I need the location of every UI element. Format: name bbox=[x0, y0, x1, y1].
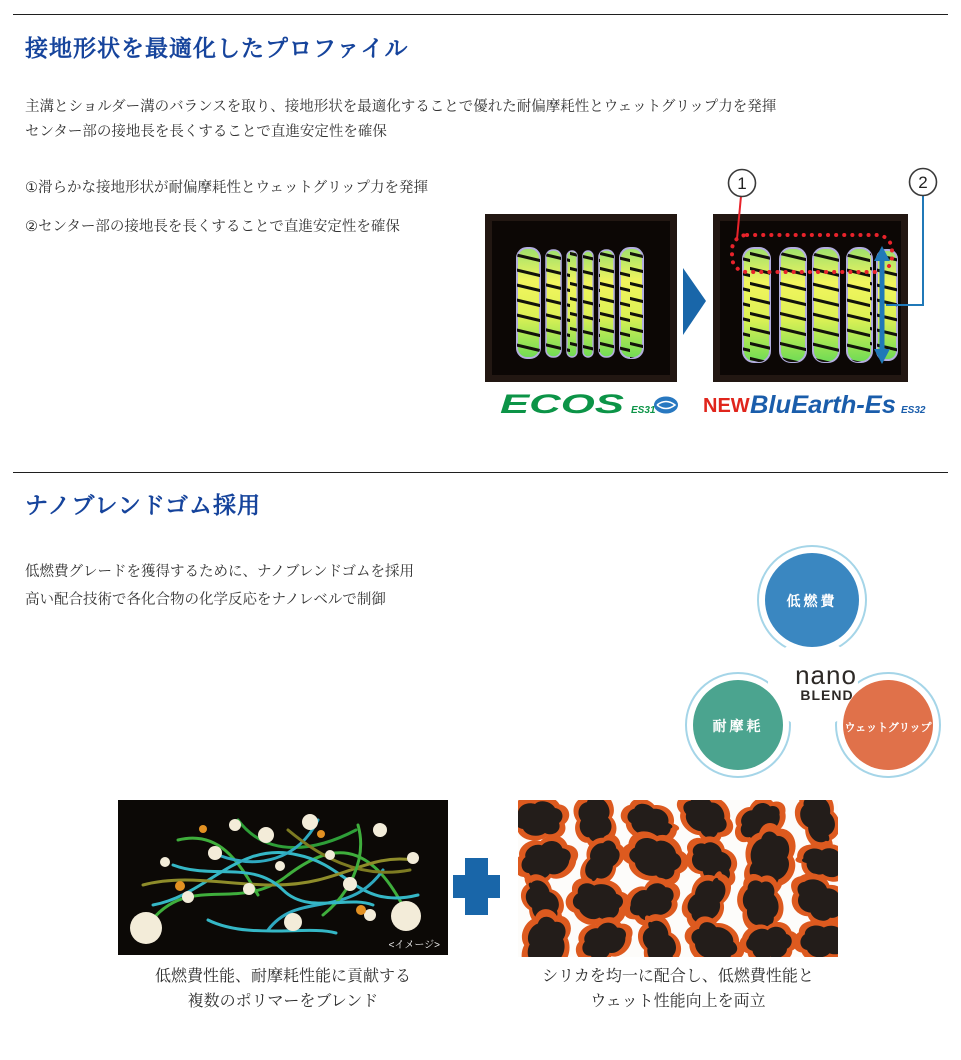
callout-1-number: 1 bbox=[737, 174, 747, 193]
nano-text: nano bbox=[795, 660, 857, 690]
section1-point1: ①滑らかな接地形状が耐偏摩耗性とウェットグリップ力を発揮 bbox=[25, 180, 429, 196]
polymer-caption-line2: 複数のポリマーをブレンド bbox=[187, 993, 379, 1010]
silica-image bbox=[518, 800, 838, 957]
tire-image-before bbox=[485, 214, 677, 382]
transition-arrow-icon bbox=[683, 268, 706, 335]
section1-body-line1: 主溝とショルダー溝のバランスを取り、接地形状を最適化することで優れた耐偏摩耗性とウェットグリップ力を発揮 bbox=[25, 99, 777, 115]
blend-text: BLEND bbox=[800, 687, 854, 703]
polymer-caption-line1: 低燃費性能、耐摩耗性能に貢献する bbox=[154, 968, 411, 985]
section2-body-line1: 低燃費グレードを獲得するために、ナノブレンドゴムを採用 bbox=[25, 564, 414, 580]
ecos-logo bbox=[500, 389, 678, 419]
plus-icon bbox=[453, 858, 500, 915]
section2-heading: ナノブレンドゴム採用 bbox=[25, 492, 261, 518]
image-note: <イメージ> bbox=[388, 940, 440, 951]
polymer-image bbox=[118, 800, 448, 955]
callout-2-number: 2 bbox=[918, 173, 928, 192]
silica-caption bbox=[518, 964, 838, 1014]
bluearth-brand-text: BluEarth-Es bbox=[750, 391, 897, 419]
ecos-model-text: ES31 bbox=[631, 405, 656, 416]
section1-heading: 接地形状を最適化したプロファイル bbox=[25, 35, 409, 61]
wear-resistance-label: 耐摩耗 bbox=[712, 718, 764, 734]
section1-body-line2: センター部の接地長を長くすることで直進安定性を確保 bbox=[25, 124, 387, 140]
top-divider bbox=[13, 14, 948, 15]
silica-caption-line2: ウェット性能向上を両立 bbox=[590, 993, 766, 1010]
section-divider bbox=[13, 472, 948, 473]
ecos-brand-text: ECOS bbox=[500, 389, 624, 419]
section1-point2: ②センター部の接地長を長くすることで直進安定性を確保 bbox=[25, 219, 400, 235]
new-tag-text: NEW bbox=[703, 395, 750, 417]
polymer-caption bbox=[118, 964, 448, 1014]
wet-grip-label: ウェットグリップ bbox=[844, 722, 932, 734]
silica-caption-line1: シリカを均一に配合し、低燃費性能と bbox=[542, 968, 814, 985]
tire-contact-figure bbox=[480, 160, 961, 420]
section2-body-line2: 高い配合技術で各化合物の化学反応をナノレベルで制御 bbox=[25, 592, 386, 608]
fuel-economy-label: 低燃費 bbox=[786, 593, 838, 609]
nano-blend-diagram bbox=[680, 540, 961, 790]
tire-image-after bbox=[713, 214, 908, 382]
section1-body bbox=[25, 95, 776, 145]
bluearth-model-text: ES32 bbox=[901, 405, 926, 416]
section2-body bbox=[25, 558, 414, 614]
bluearth-logo bbox=[703, 391, 926, 419]
